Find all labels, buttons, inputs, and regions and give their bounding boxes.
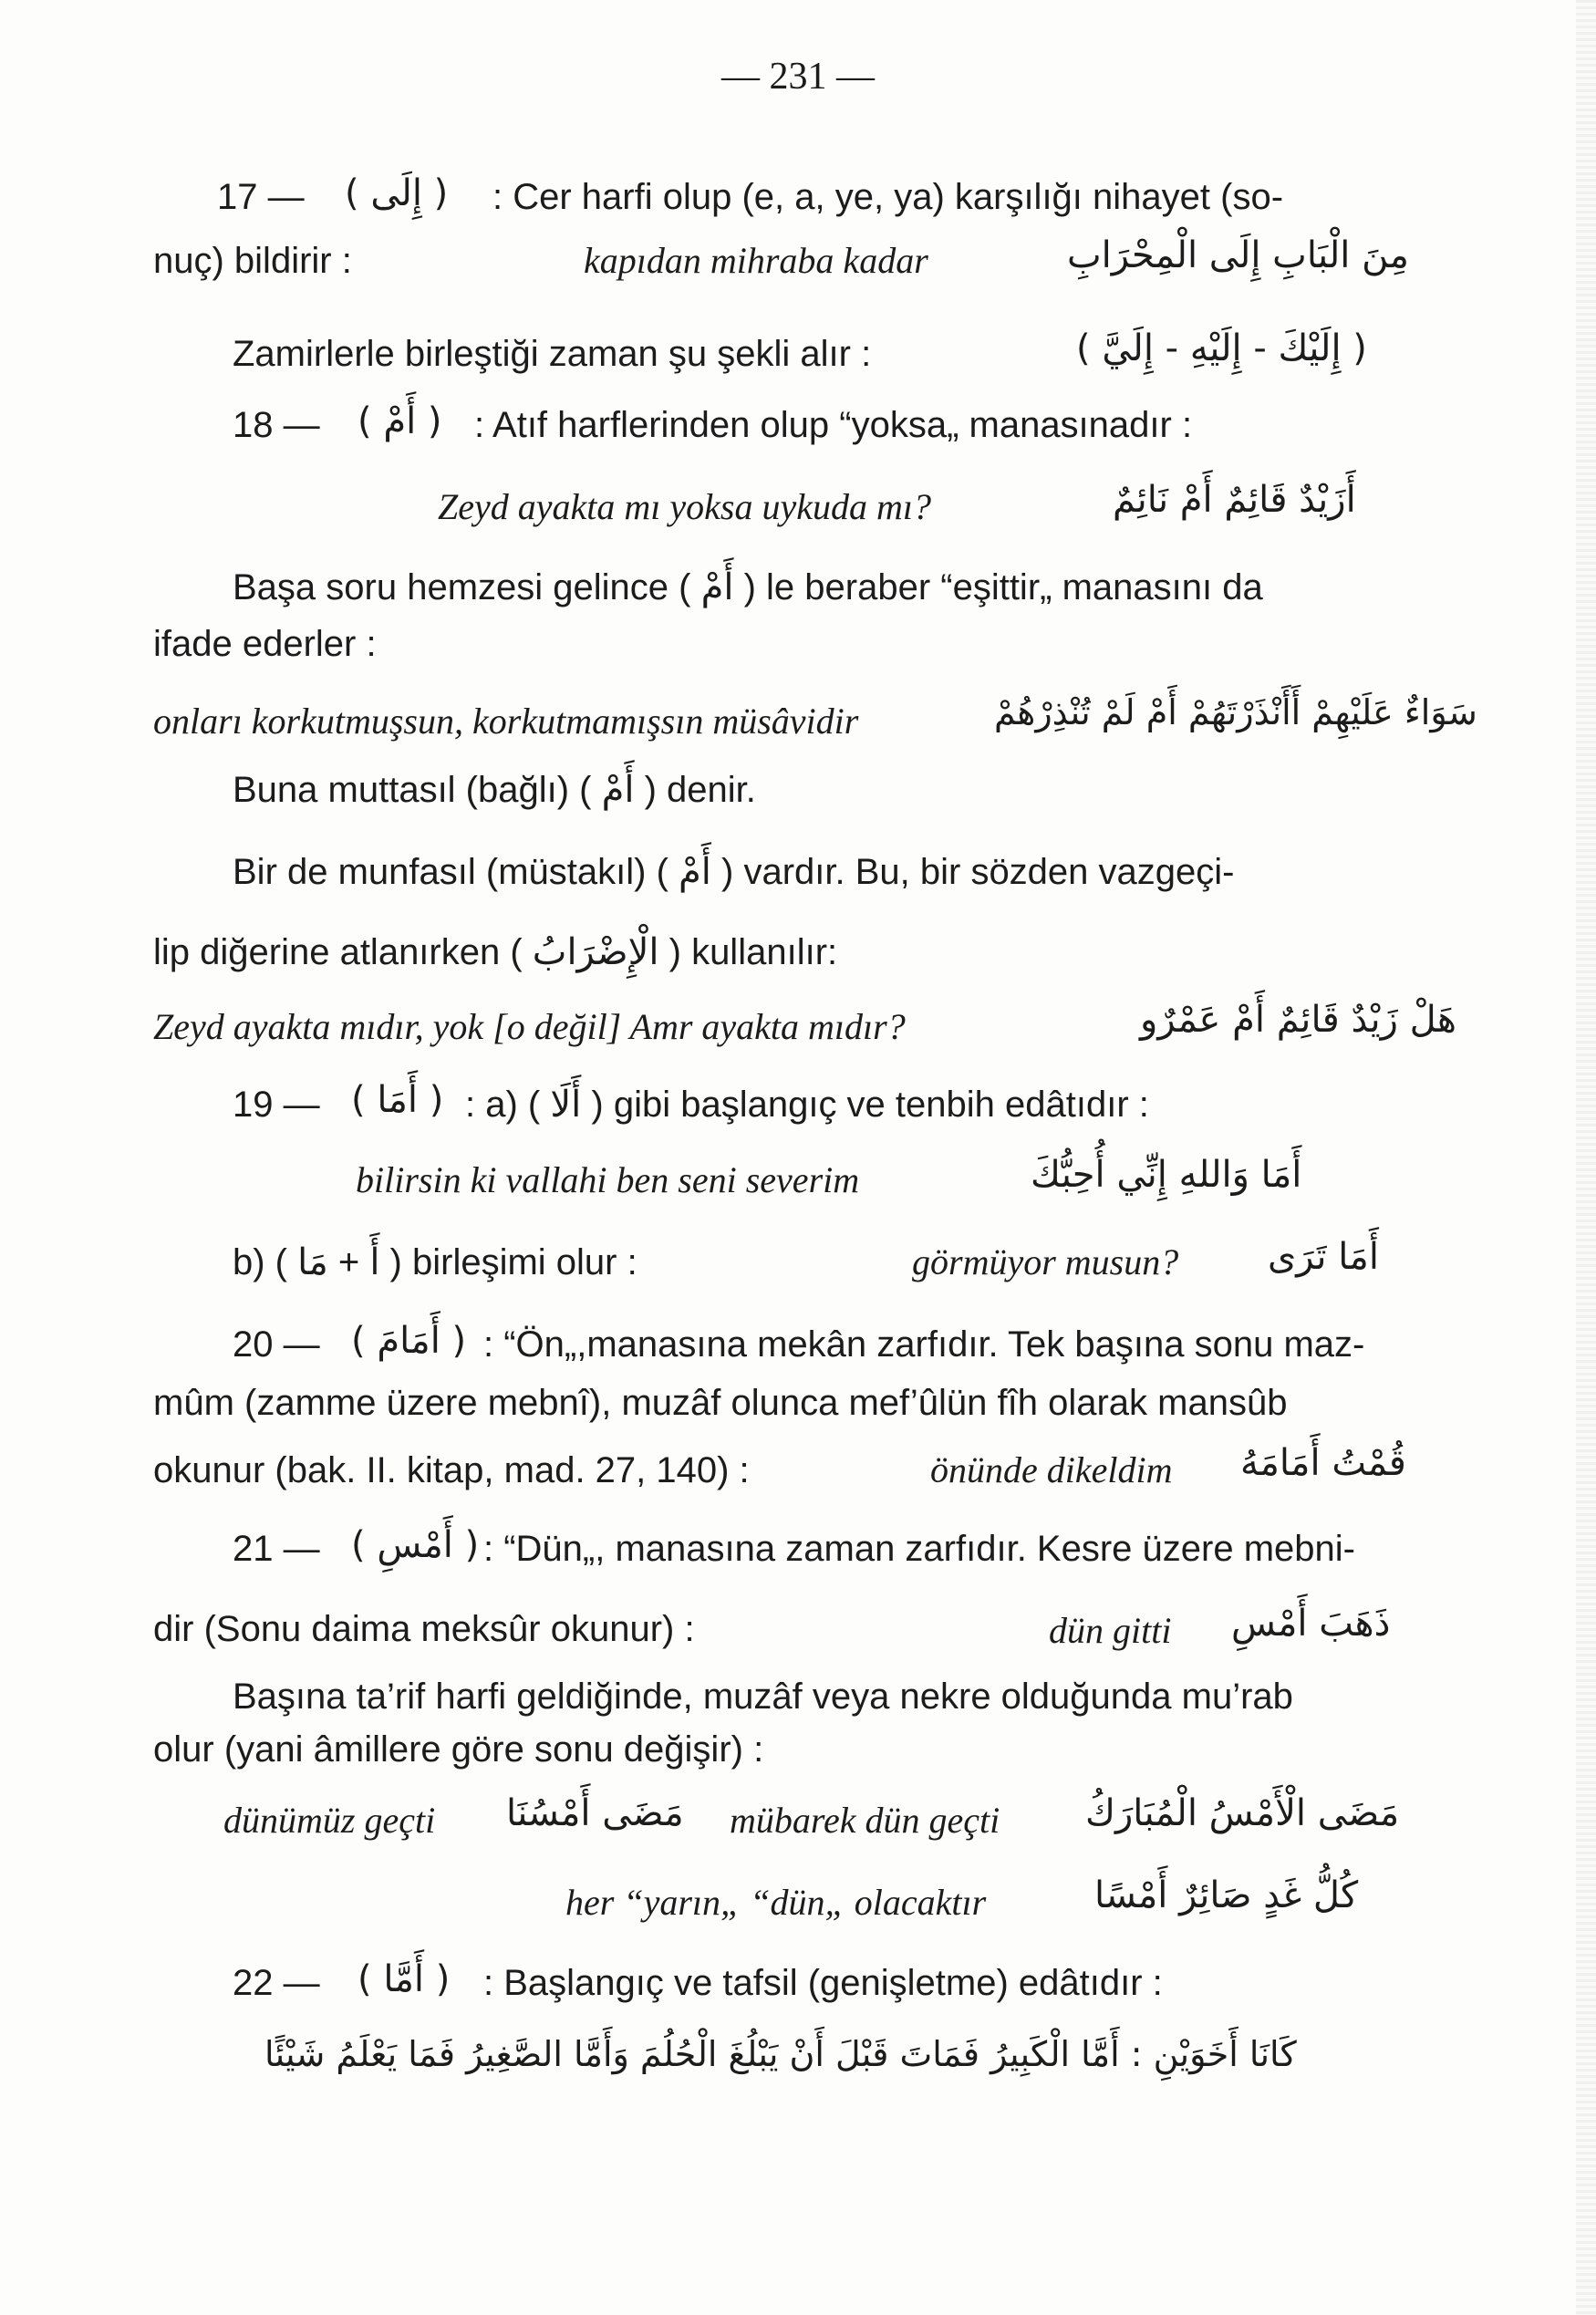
s21-example3-ar: مَضَى الْأَمْسُ الْمُبَارَكُ [1085, 1792, 1400, 1834]
s18-num: 18 — [233, 405, 320, 445]
s18-example2-ar: سَوَاءٌ عَلَيْهِمْ أَأَنْذَرْتَهُمْ أَمْ لَمْ تُنْذِرْهُمْ [994, 692, 1477, 732]
s19-example2-ar: أَمَا تَرَى [1268, 1236, 1379, 1278]
s18-example1-tr: Zeyd ayakta mı yoksa uykuda mı? [438, 486, 931, 527]
s21-line1: : “Dün„, manasına zaman zarfıdır. Kesre üzere mebni- [483, 1529, 1355, 1569]
s21-example1-tr: dün gitti [1049, 1610, 1172, 1651]
s20-num: 20 — [233, 1324, 320, 1365]
s18-example2-tr: onları korkutmuşsun, korkutmamışsın müsâvidir [153, 701, 859, 742]
s20-word: ( أَمَامَ ) [351, 1320, 467, 1362]
s20-example-tr: önünde dikeldim [930, 1449, 1173, 1490]
s21-example2-ar: مَضَى أَمْسُنَا [506, 1792, 684, 1834]
page-number: — 231 — [721, 56, 875, 98]
s17-example-tr: kapıdan mihraba kadar [584, 240, 928, 281]
s21-example1-ar: ذَهَبَ أَمْسِ [1231, 1603, 1391, 1645]
s18-munfasil-line1: Bir de munfasıl (müstakıl) ( أَمْ ) vardır. Bu, bir sözden vazgeçi- [233, 852, 1235, 892]
s20-line2: mûm (zamme üzere mebnî), muzâf olunca mef’ûlün fîh olarak mansûb [153, 1383, 1288, 1423]
s17-forms-ar: ( إِلَيْكَ - إِلَيْهِ - إِلَيَّ ) [1076, 327, 1367, 369]
s22-line1: : Başlangıç ve tafsil (genişletme) edâtıdır : [483, 1963, 1163, 2003]
s17-example-ar: مِنَ الْبَابِ إِلَى الْمِحْرَابِ [1067, 234, 1409, 276]
s20-line1: : “Ön„,manasına mekân zarfıdır. Tek başına sonu maz- [483, 1324, 1365, 1365]
s18-line1: : Atıf harflerinden olup “yoksa„ manasınadır : [474, 405, 1193, 445]
s20-example-ar: قُمْتُ أَمَامَهُ [1240, 1442, 1406, 1484]
s21-line4: olur (yani âmillere göre sonu değişir) : [153, 1729, 764, 1770]
page-edge [1576, 0, 1596, 2315]
s17-word: ( إِلَى ) [345, 172, 449, 214]
s18-example3-tr: Zeyd ayakta mıdır, yok [o değil] Amr ayakta mıdır? [153, 1006, 906, 1047]
s18-muttasil: Buna muttasıl (bağlı) ( أَمْ ) denir. [233, 770, 756, 810]
s19-example1-tr: bilirsin ki vallahi ben seni severim [356, 1159, 860, 1200]
s21-example3-tr: mübarek dün geçti [730, 1800, 1000, 1841]
s20-line3: okunur (bak. II. kitap, mad. 27, 140) : [153, 1450, 750, 1490]
s21-example2-tr: dünümüz geçti [223, 1800, 436, 1841]
s21-line2: dir (Sonu daima meksûr okunur) : [153, 1609, 695, 1649]
s22-num: 22 — [233, 1963, 320, 2003]
s21-num: 21 — [233, 1529, 320, 1569]
s21-example4-ar: كُلُّ غَدٍ صَائِرٌ أَمْسًا [1094, 1874, 1359, 1916]
s22-word: ( أَمَّا ) [358, 1958, 451, 2000]
s19-example2-tr: görmüyor musun? [912, 1241, 1179, 1282]
s18-line2: Başa soru hemzesi gelince ( أَمْ ) le beraber “eşittir„ manasını da [233, 567, 1263, 607]
s19-word: ( أَمَا ) [351, 1079, 444, 1121]
s19-example1-ar: أَمَا وَاللهِ إِنِّي أُحِبُّكَ [1031, 1154, 1302, 1196]
s21-word: ( أَمْسِ ) [351, 1524, 480, 1566]
s21-example4-tr: her “yarın„ “dün„ olacaktır [565, 1882, 987, 1923]
s19-line1: : a) ( أَلَا ) gibi başlangıç ve tenbih edâtıdır : [465, 1085, 1149, 1125]
s19-num: 19 — [233, 1085, 320, 1125]
s18-example3-ar: هَلْ زَيْدٌ قَائِمٌ أَمْ عَمْرٌو [1140, 999, 1457, 1041]
s18-munfasil-line2: lip diğerine atlanırken ( الْإِضْرَابُ ) kullanılır: [153, 932, 838, 972]
s18-example1-ar: أَزَيْدٌ قَائِمٌ أَمْ نَائِمٌ [1113, 479, 1356, 521]
s21-line3: Başına ta’rif harfi geldiğinde, muzâf veya nekre olduğunda mu’rab [233, 1677, 1293, 1717]
s22-example-ar: كَانَا أَخَوَيْنِ : أَمَّا الْكَبِيرُ فَمَاتَ قَبْلَ أَنْ يَبْلُغَ الْحُلُمَ وَأَمَّا الصَّغِيرُ فَمَا يَعْلَمُ شَيْئًا [264, 2034, 1297, 2074]
s17-line1: : Cer harfi olup (e, a, ye, ya) karşılığı nihayet (so- [492, 177, 1284, 217]
s19-line2: b) ( أَ + مَا ) birleşimi olur : [233, 1242, 637, 1282]
s17-num: 17 — [217, 177, 305, 217]
s18-word: ( أَمْ ) [358, 400, 442, 442]
s17-line3: Zamirlerle birleştiği zaman şu şekli alır : [233, 334, 872, 374]
s18-line3: ifade ederler : [153, 624, 377, 664]
s17-line2: nuç) bildirir : [153, 241, 352, 281]
